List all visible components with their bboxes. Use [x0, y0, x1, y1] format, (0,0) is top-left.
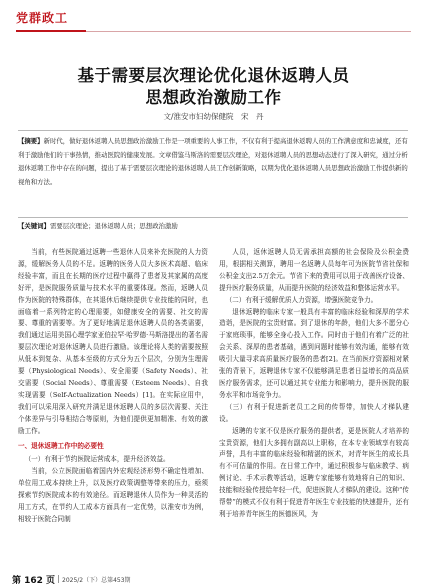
abstract-label: 【摘要】 — [18, 137, 44, 145]
subsection-heading: （一）有利于节约医院运营成本，提升经济效益。 — [24, 455, 170, 464]
section-underline-accent — [16, 30, 86, 32]
issue-info: 2025/2（下）总第453期 — [62, 577, 131, 584]
keywords-block — [18, 220, 408, 232]
section-heading: 一、退休返聘工作中的必要性 — [18, 441, 104, 450]
footer-divider — [58, 575, 59, 583]
keywords-label: 【关键词】 — [18, 222, 50, 230]
section-label: 党群政工 — [16, 11, 69, 25]
paragraph: 退休返聘的临床专家一般具有丰富的临床经验和深厚的学术造诣，是医院的宝贵财富。到了退休的年龄，他们大多不愿分心于家庭琐事，能够全身心投入工作。同时由于他们有着广泛的社会关系、深厚的患者基础，遇到问题时能够有效沟通，能够有效吸引大量寻求高质量医疗服务的患者[2]。在当前医疗资源相对紧张的背景下，返聘退休专家不仅能够满足患者日益增长的高品质医疗服务需求，还可以通过其专业能力和影响力，提升医院的服务水平和市场竞争力。 — [219, 307, 409, 399]
paragraph: 当前，公立医院面临着国内外宏观经济形势不确定性增加、单位用工成本持续上升，以及医疗政策调整等带来的压力，亟须探索节约医院成本的有效途径。而返聘退休人员作为一种灵活的用工方式，在节约人工成本方面具有一定优势，以淮安市为例，相较于医院合同制 — [18, 467, 208, 523]
subsection-heading: （二）有利于缓解优质人力资源，增强医院竞争力。 — [225, 295, 378, 304]
page-number: 第 162 页 — [12, 576, 56, 586]
body-column-left — [18, 247, 208, 526]
paragraph: 当前，有些医院通过返聘一些退休人员来补充医院的人力资源，缓解医务人员的不足。返聘的医务人员大多医术高超、临床经验丰富，而且在长期的医疗过程中赢得了患者及其家属的高度好评，是医院服务质量与技术水平的重要体现。然而，返聘人员作为医院的特殊群体，在其退休后继续提供专业技能的同时，也面临着一系列特定的心理需要，如健康安全的需要、社交的需要、尊重的需要等。为了更好地满足退休返聘人员的各类需要，我们通过运用美国心理学家亚伯拉罕·哈罗德·马斯洛提出的著名需要层次理论对退休返聘人员进行激励。该理论将人类的需要按照从低本到复杂、从基本至级的方式分为五个层次，分别为生理需要（Physiological Needs）、安全需要（Safety Needs）、社交需要（Social Needs）、尊重需要（Esteem Needs）、自我实现需要（Self-Actualization Needs）[1]。在实际应用中，我们可以采用深入研究并满足退休返聘人员的多层次需要、关注个体差异与引导相结合等原则，为他们提供更加精准、有效的激励工作。 — [18, 248, 208, 435]
paragraph: 人员，返休返聘人员无需承担高额的社会保险及公积金费用，根据相关测算，聘用一名返聘人员每年可为医院节省社保和公积金支出2.5万余元。节省下来的费用可以用于改善医疗设备、提升医疗服务质量，从而提升医院的经济效益和整体运营水平。 — [219, 248, 409, 292]
keywords-text: 需要层次理论；退休返聘人员；思想政治激励 — [49, 222, 178, 230]
paragraph: 返聘的专家不仅是医疗服务的提供者，更是医院人才培养的宝贵资源，他们大多拥有副高以上职称，在本专业领域享有较高声誉，具有丰富的临床经验和精湛的医术，对青年医生的成长具有不可估量的作用。在日常工作中，通过积极参与临床教学、病例讨论、手术示教等活动，返聘专家能够有效地将自己的知识、技能和经验传授给年轻一代，促进医院人才梯队的建设。这种“传帮带”的模式不仅有利于促进青年医生专业技能的快速提升，还有利于培养青年医生的医德医风，为 — [219, 426, 409, 518]
article-title-line-1: 基于需要层次理论优化退休返聘人员 — [77, 66, 350, 85]
abstract-block — [18, 130, 408, 218]
author-byline: 文/淮安市妇幼保健院 宋 丹 — [163, 112, 264, 121]
body-column-right — [219, 247, 409, 521]
article-title-line-2: 思想政治激励工作 — [145, 88, 282, 107]
section-underline — [86, 31, 411, 32]
subsection-heading: （三）有利于促进新老员工之间的传帮带，加快人才梯队建设。 — [219, 402, 409, 423]
abstract-text: 新时代，做好退休返聘人员思想政治激励工作是一项重要的人事工作，不仅有利于提高退休返聘人员的工作满意度和忠诚度，还有利于激励他们的干事热情，推动医院的健康发展。文章借鉴马斯洛的需要层次理论，对退休返聘人员的思想动态进行了深入研究，通过分析退休返聘工作中存在的问题，提出了基于需要层次理论的退休返聘人员工作创新策略，以期为优化退休返聘人员思想政治激励工作提供新的视角和方法。 — [18, 137, 408, 186]
